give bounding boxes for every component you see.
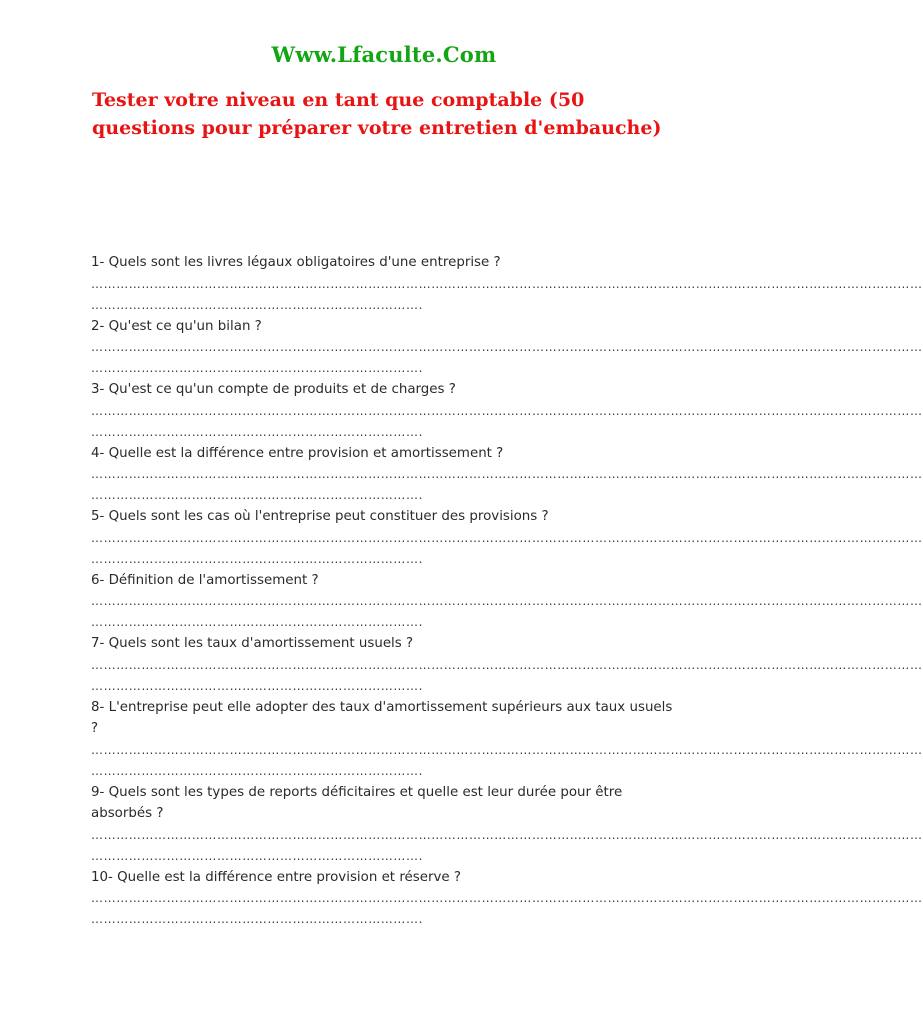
question-item (91, 506, 923, 570)
answer-line: ……………………………………………………………………………………………………………………………………………………………………………… (91, 657, 923, 672)
question-item (91, 443, 923, 507)
answer-line: ……………………………………………………………………. (91, 297, 424, 312)
answer-line: ……………………………………………………………………. (91, 912, 424, 926)
question-text: 1- Quels sont les livres légaux obligatoires d'une entreprise ? (91, 255, 501, 270)
question-text: 2- Qu'est ce qu'un bilan ? (91, 318, 262, 334)
answer-line: ……………………………………………………………………………………………………………………………………………………………………………… (91, 340, 923, 354)
answer-line: ……………………………………………………………………………………………………………………………………………………………………………… (91, 742, 923, 757)
question-item (91, 633, 923, 697)
answer-line: ……………………………………………………………………………………………………………………………………………………………………………… (91, 467, 923, 481)
answer-line: ……………………………………………………………………. (91, 615, 424, 629)
question-item (91, 570, 923, 634)
answer-line: ……………………………………………………………………. (91, 488, 424, 502)
answer-line: ……………………………………………………………………. (91, 361, 424, 375)
document-title: Tester votre niveau en tant que comptable (50 questions pour préparer votre entretien d'embauche) (92, 89, 662, 139)
question-text: 9- Quels sont les types de reports déficitaires et quelle est leur durée pour être absorbés ? (91, 784, 623, 821)
question-item (91, 252, 923, 316)
question-text: 7- Quels sont les taux d'amortissement usuels ? (91, 636, 414, 651)
question-list (91, 252, 923, 930)
answer-line: ……………………………………………………………………. (91, 424, 424, 439)
answer-line: ……………………………………………………………………………………………………………………………………………………………………………… (91, 403, 923, 418)
question-text: 10- Quelle est la différence entre provision et réserve ? (91, 869, 462, 885)
question-item (91, 867, 923, 931)
question-text: 3- Qu'est ce qu'un compte de produits et de charges ? (91, 382, 456, 397)
question-item (91, 379, 923, 443)
question-item (91, 697, 923, 782)
question-item (91, 316, 923, 380)
answer-line: ……………………………………………………………………………………………………………………………………………………………………………… (91, 530, 923, 545)
answer-line: ……………………………………………………………………………………………………………………………………………………………………………… (91, 276, 923, 291)
question-item (91, 782, 923, 867)
question-text: 5- Quels sont les cas où l'entreprise peut constituer des provisions ? (91, 509, 549, 524)
site-title: Www.Lfaculte.Com (271, 42, 497, 67)
answer-line: ……………………………………………………………………. (91, 678, 424, 693)
answer-line: ……………………………………………………………………………………………………………………………………………………………………………… (91, 594, 923, 608)
answer-line: ……………………………………………………………………. (91, 763, 424, 778)
answer-line: ……………………………………………………………………. (91, 551, 424, 566)
question-text: 6- Définition de l'amortissement ? (91, 572, 319, 588)
question-text: 4- Quelle est la différence entre provision et amortissement ? (91, 445, 504, 461)
answer-line: ……………………………………………………………………. (91, 848, 424, 863)
question-text: 8- L'entreprise peut elle adopter des taux d'amortissement supérieurs aux taux usuels ? (91, 699, 673, 736)
answer-line: ……………………………………………………………………………………………………………………………………………………………………………… (91, 891, 923, 905)
answer-line: ……………………………………………………………………………………………………………………………………………………………………………… (91, 827, 923, 842)
